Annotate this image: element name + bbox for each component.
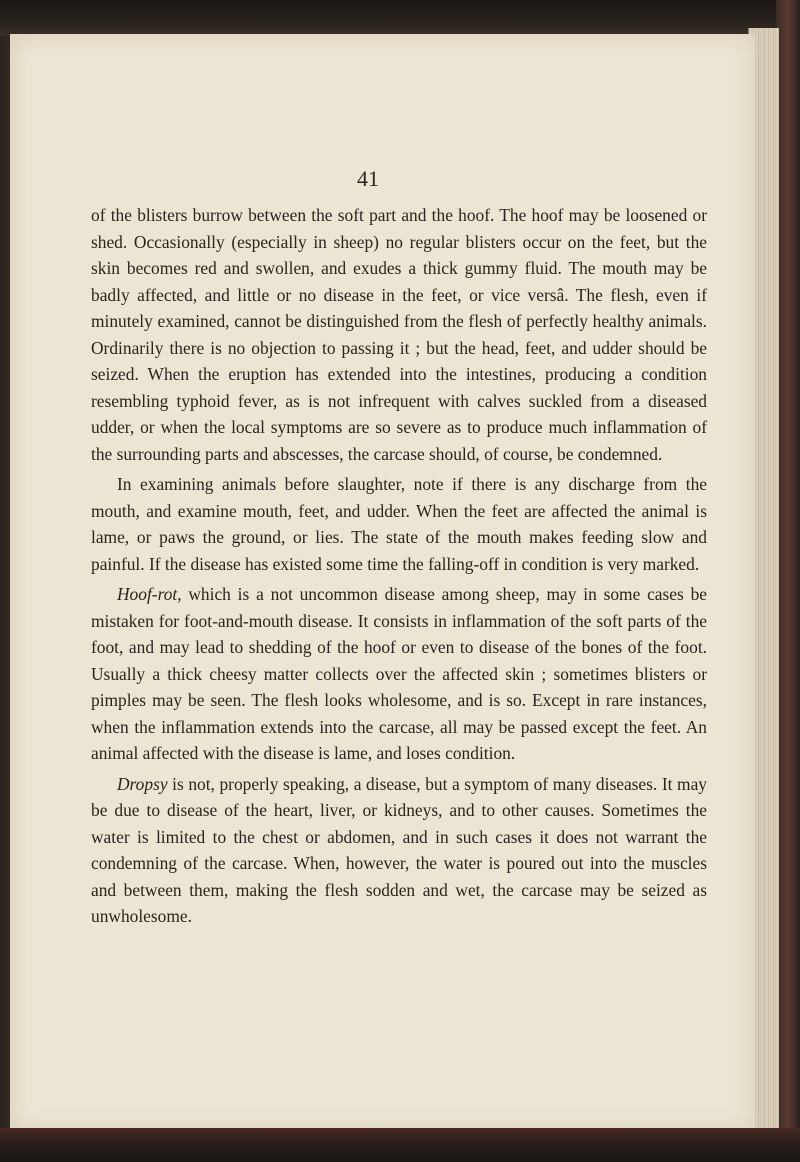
paragraph — [91, 202, 707, 467]
paragraph-text: In examining animals before slaughter, note if there is any discharge from the mouth, and examine mouth, feet, and udder. When the feet are affected the animal is lame, or paws the ground, or lies. The state of the mouth makes feeding slow and painful. If the disease has existed some time the falling-off in condition is very marked. — [91, 474, 707, 574]
paragraph-text: which is a not uncommon disease among sheep, may in some cases be mistaken for foot-and-mouth disease. It consists in inflammation of the soft parts of the foot, and may lead to shedding of the hoof or even to disease of the bones of the foot. Usually a thick cheesy matter collects over the affected skin ; sometimes blisters or pimples may be seen. The flesh looks wholesome, and is so. Except in rare instances, when the inflammation extends into the carcase, all may be passed except the feet. An animal affected with the disease is lame, and loses condition. — [91, 584, 707, 763]
paragraph — [91, 771, 707, 930]
book-cover-right — [776, 0, 800, 1162]
book-cover-bottom — [0, 1128, 800, 1162]
page-number: 41 — [357, 166, 379, 191]
paragraph — [91, 471, 707, 577]
book-cover-top — [0, 0, 800, 36]
paragraph-lead: Dropsy — [117, 773, 168, 794]
paragraph — [91, 581, 707, 767]
page-text — [91, 202, 707, 930]
paragraph-text: is not, properly speaking, a disease, but a symptom of many diseases. It may be due to disease of the heart, liver, or kidneys, and to other causes. Sometimes the water is limited to the chest or abdomen, and in such cases it does not warrant the condemning of the carcase. When, however, the water is poured out into the muscles and between them, making the flesh sodden and wet, the carcase may be seized as unwholesome. — [91, 773, 707, 926]
paragraph-text: of the blisters burrow between the soft part and the hoof. The hoof may be loosened or shed. Occasionally (especially in sheep) no regular blisters occur on the feet, but the skin becomes red and swollen, and exudes a thick gummy fluid. The mouth may be badly affected, and little or no disease in the feet, or vice versâ. The flesh, even if minutely examined, cannot be distinguished from the flesh of perfectly healthy animals. Ordinarily there is no objection to passing it ; but the head, feet, and udder should be seized. When the eruption has extended into the intestines, producing a condition resembling typhoid fever, as is not infrequent with calves suckled from a diseased udder, or when the local symptoms are so severe as to produce much inflammation of the surrounding parts and abscesses, the carcase should, of course, be condemned. — [91, 205, 707, 464]
book-page — [10, 34, 755, 1132]
paragraph-lead: Hoof-rot, — [117, 584, 182, 604]
